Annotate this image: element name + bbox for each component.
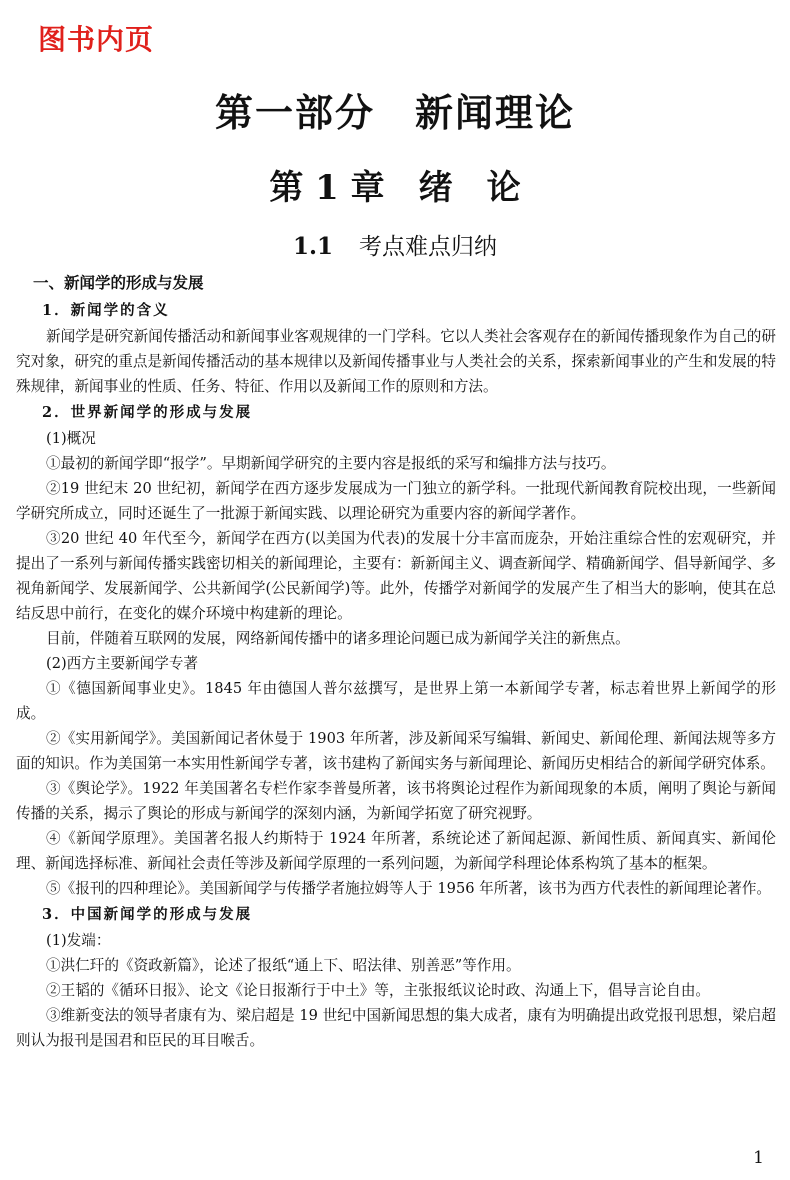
paragraph: ①最初的新闻学即“报学”。早期新闻学研究的主要内容是报纸的采写和编排方法与技巧。 <box>46 455 616 472</box>
heading-china-journalism: 3．中国新闻学的形成与发展 <box>42 906 253 923</box>
section-heading: 考点难点归纳 <box>359 234 497 260</box>
body-content <box>16 270 776 1053</box>
paragraph: ⑤《报刊的四种理论》。美国新闻学与传播学者施拉姆等人于 1956 年所著，该书为西方代表性的新闻理论著作。 <box>46 880 772 897</box>
section-title <box>0 228 790 261</box>
paragraph: ②王韬的《循环日报》、论文《论日报渐行于中土》等，主张报纸议论时政、沟通上下，倡导言论自由。 <box>46 982 711 999</box>
heading-world-journalism: 2．世界新闻学的形成与发展 <box>42 404 253 421</box>
paragraph: 目前，伴随着互联网的发展，网络新闻传播中的诸多理论问题已成为新闻学关注的新焦点。 <box>46 630 630 647</box>
paragraph: ②19 世纪末 20 世纪初，新闻学在西方逐步发展成为一门独立的新学科。一批现代新闻教育院校出现，一些新闻学研究所成立，同时还诞生了一批源于新闻实践、以理论研究为重要内容的新闻学著作。 <box>16 480 776 522</box>
subheading-origin: (1)发端： <box>46 932 111 949</box>
subheading-overview: (1)概况 <box>46 430 96 447</box>
page-number: 1 <box>753 1148 764 1168</box>
chapter-title: 第 1 章 绪 论 <box>269 168 521 208</box>
paragraph: ①洪仁玕的《资政新篇》，论述了报纸“通上下、昭法律、别善恶”等作用。 <box>46 957 521 974</box>
paragraph: ③20 世纪 40 年代至今，新闻学在西方(以美国为代表)的发展十分丰富而庞杂，开始注重综合性的宏观研究，并提出了一系列与新闻传播实践密切相关的新闻理论，主要有：新新闻主义、调查新闻学、精确新闻学、倡导新闻学、多视角新闻学、发展新闻学、公共新闻学(公民新闻学)等。此外，传播学对新闻学的发展产生了相当大的影响，使其在总结反思中前行，在变化的媒介环境中构建新的理论。 <box>16 530 776 622</box>
paragraph: ③维新变法的领导者康有为、梁启超是 19 世纪中国新闻思想的集大成者，康有为明确提出政党报刊思想，梁启超则认为报刊是国君和臣民的耳目喉舌。 <box>16 1007 776 1049</box>
part-title: 第一部分 新闻理论 <box>214 91 575 135</box>
paragraph: ③《舆论学》。1922 年美国著名专栏作家李普曼所著，该书将舆论过程作为新闻现象的本质，阐明了舆论与新闻传播的关系，揭示了舆论的形成与新闻学的深刻内涵，为新闻学拓宽了研究视野。 <box>16 780 776 822</box>
paragraph: ④《新闻学原理》。美国著名报人约斯特于 1924 年所著，系统论述了新闻起源、新闻性质、新闻真实、新闻伦理、新闻选择标准、新闻社会责任等涉及新闻学原理的一系列问题，为新闻学科理论体系构筑了基本的框架。 <box>16 830 776 872</box>
paragraph: 新闻学是研究新闻传播活动和新闻事业客观规律的一门学科。它以人类社会客观存在的新闻传播现象作为自己的研究对象，研究的重点是新闻传播活动的基本规律以及新闻传播事业与人类社会的关系，探索新闻事业的产生和发展的特殊规律，新闻事业的性质、任务、特征、作用以及新闻工作的原则和方法。 <box>16 328 776 395</box>
heading-meaning: 1．新闻学的含义 <box>42 302 170 319</box>
subheading-western-works: (2)西方主要新闻学专著 <box>46 655 199 672</box>
paragraph: ①《德国新闻事业史》。1845 年由德国人普尔兹撰写，是世界上第一本新闻学专著，标志着世界上新闻学的形成。 <box>16 680 776 722</box>
corner-label: 图书内页 <box>38 23 155 56</box>
heading-level-1: 一、新闻学的形成与发展 <box>33 274 204 292</box>
paragraph: ②《实用新闻学》。美国新闻记者休曼于 1903 年所著，涉及新闻采写编辑、新闻史、新闻伦理、新闻法规等多方面的知识。作为美国第一本实用性新闻学专著，该书建构了新闻实务与新闻理论、新闻历史相结合的新闻学研究体系。 <box>16 730 776 772</box>
section-number: 1.1 <box>292 233 333 260</box>
